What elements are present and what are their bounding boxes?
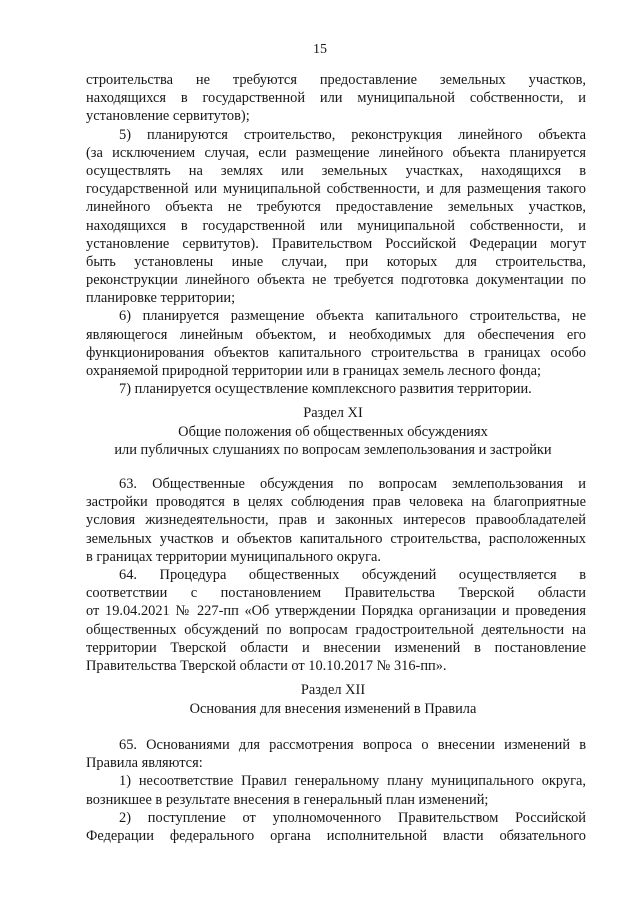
text-line: Правила являются: bbox=[86, 755, 203, 772]
paragraph bbox=[86, 475, 586, 566]
text-line: строительства не требуются предоставление земельных участков, bbox=[86, 72, 586, 88]
text-line: Федерации федерального органа исполнительной власти обязательного bbox=[86, 827, 586, 844]
text-line: являющегося линейным объектом, и необходимых для обеспечения его bbox=[86, 326, 586, 343]
text-line: охраняемой природной территории или в границах земель лесного фонда; bbox=[86, 363, 541, 379]
paragraph bbox=[86, 566, 586, 675]
paragraph bbox=[86, 380, 586, 398]
section-number: Раздел XI bbox=[303, 405, 363, 421]
text-line: осуществлять на землях или земельных участках, находящихся в bbox=[86, 162, 586, 179]
text-line: 64. Процедура общественных обсуждений осуществляется в bbox=[119, 566, 586, 583]
page-number: 15 bbox=[313, 42, 327, 57]
text-line: установление сервитутов); bbox=[86, 108, 250, 125]
body-text-block bbox=[86, 736, 586, 845]
text-line: соответствии с постановлением Правительства Тверской области bbox=[86, 585, 586, 602]
text-line: 1) несоответствие Правил генеральному плану муниципального округа, bbox=[119, 773, 586, 790]
paragraph bbox=[86, 126, 586, 308]
section-title-line: Общие положения об общественных обсуждениях bbox=[178, 423, 488, 440]
text-line: в границах территории муниципального округа. bbox=[86, 548, 381, 565]
section-title-line: Основания для внесения изменений в Правила bbox=[189, 700, 477, 717]
text-line: быть установлены иные случаи, при которых для строительства, bbox=[86, 253, 586, 270]
text-line: застройки проводятся в целях соблюдения прав человека на благоприятные bbox=[86, 494, 586, 511]
text-line: 5) планируются строительство, реконструкция линейного объекта bbox=[119, 126, 586, 143]
section-heading bbox=[73, 681, 593, 718]
paragraph bbox=[86, 736, 586, 772]
text-line: территории Тверской области и внесении изменений в постановление bbox=[86, 639, 586, 656]
text-line: Правительства Тверской области от 10.10.2017 № 316-пп». bbox=[86, 657, 447, 674]
body-text-block bbox=[86, 71, 586, 398]
paragraph bbox=[86, 809, 586, 845]
text-line: линейного объекта не требуются предоставление земельных участков, bbox=[86, 199, 586, 216]
paragraph-continued bbox=[86, 71, 586, 126]
paragraph bbox=[86, 307, 586, 380]
text-line: 6) планируется размещение объекта капитального строительства, не bbox=[119, 308, 586, 325]
paragraph bbox=[86, 772, 586, 808]
text-line: от 19.04.2021 № 227-пп «Об утверждении Порядка организации и проведения bbox=[86, 603, 586, 620]
text-line: планировке территории; bbox=[86, 290, 236, 307]
text-line: установление сервитутов). Правительством Российской Федерации могут bbox=[86, 235, 586, 252]
text-line: земельных участков и объектов капитального строительства, расположенных bbox=[86, 530, 586, 547]
body-text-block bbox=[86, 475, 586, 675]
section-number: Раздел XII bbox=[300, 682, 366, 698]
text-line: 65. Основаниями для рассмотрения вопроса о внесении изменений в bbox=[119, 737, 586, 753]
text-line: общественных обсуждений по вопросам градостроительной деятельности на bbox=[86, 621, 586, 638]
text-line: условия жизнедеятельности, прав и законных интересов правообладателей bbox=[86, 512, 586, 529]
text-line: 63. Общественные обсуждения по вопросам землепользования и bbox=[119, 476, 586, 492]
text-line: функционирования объектов капитального строительства в границах особо bbox=[86, 344, 586, 361]
text-line: 2) поступление от уполномоченного Правительством Российской bbox=[119, 809, 586, 826]
text-line: находящихся в государственной или муниципальной собственности, и bbox=[86, 90, 586, 107]
section-heading bbox=[73, 404, 593, 460]
text-line: находящихся в государственной или муниципальной собственности, и bbox=[86, 217, 586, 234]
text-line: возникшее в результате внесения в генеральный план изменений; bbox=[86, 791, 489, 808]
section-title-line: или публичных слушаниях по вопросам землепользования и застройки bbox=[114, 442, 552, 459]
text-line: государственной или муниципальной собственности, и для размещения такого bbox=[86, 181, 586, 198]
text-line: 7) планируется осуществление комплексного развития территории. bbox=[119, 381, 532, 398]
text-line: (за исключением случая, если размещение линейного объекта планируется bbox=[86, 144, 586, 161]
text-line: реконструкции линейного объекта не требуется подготовка документации по bbox=[86, 272, 586, 289]
